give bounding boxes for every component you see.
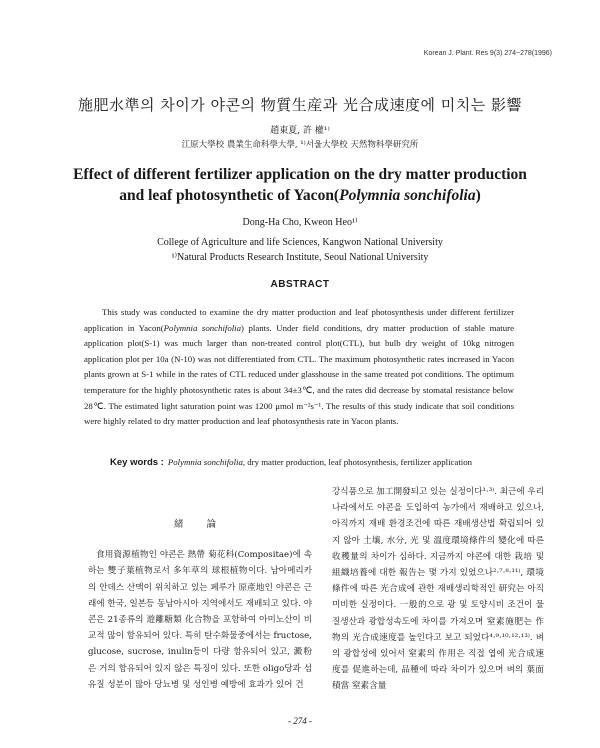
journal-reference: Korean J. Plant. Res 9(3) 274~278(1996) <box>423 50 552 57</box>
abstract-body <box>84 305 514 430</box>
english-title-line2-prefix: and leaf photosynthetic of Yacon( <box>119 187 340 204</box>
english-title <box>40 164 560 206</box>
abstract-part2: ) plants. Under field conditions, dry matter production of stable mature application plot(S-1) was much larger than non-treated control plot(CTL), but bulb dry weight of 10kg nitrogen application plot per 10a (N-10) was not differentiated from CTL. The maximum photosynthetic rates increased in Yacon plants grown at S-1 while in the rates of CTL reduced under glasshouse in the same treated pot conditions. The optimum temperature for the highly photosynthetic rates is about 34±3℃, and the rates did decrease by stomatal resistance below 28℃. The estimated light saturation point was 1200 μmol m⁻²s⁻¹. The results of this study indicate that soil conditions were highly related to dry matter production and leaf photosynthesis rate in Yacon plants. <box>84 322 514 427</box>
right-column <box>332 484 544 695</box>
keywords-rest: , dry matter production, leaf photosynthesis, fertilizer application <box>242 457 473 467</box>
english-title-line1: Effect of different fertilizer application on the dry matter production <box>73 166 527 183</box>
introduction-heading: 緒 論 <box>173 519 227 530</box>
page-number: - 274 - <box>288 716 312 726</box>
english-authors: Dong-Ha Cho, Kweon Heo¹⁾ <box>242 217 358 228</box>
keywords-label: Key words : <box>110 457 164 468</box>
english-title-line2-suffix: ) <box>475 187 481 204</box>
keywords-line <box>110 457 560 468</box>
abstract-heading: ABSTRACT <box>270 279 330 290</box>
keywords-species: Polymnia sonchifolia <box>167 457 243 467</box>
left-column <box>88 500 312 693</box>
abstract-part1: This study was conducted to examine the dry matter production and leaf photosynthesis under different fertilizer application in Yacon( <box>84 307 514 333</box>
introduction-left-text: 食用資源植物인 야콘은 熱帶 菊花科(Compositae)에 속하는 雙子葉植物로서 多年草의 球根植物이다. 남아메리카의 안데스 산맥이 위치하고 있는 페루가 原產地인 야콘은 근래에 한국, 일본등 동남아시아 지역에서도 재배되고 있다. 야콘은 21종류의 遊離糖類 化合物을 포함하여 아미노산이 비교적 많이 함유되어 있다. 특히 탄수화물중에서는 fructose, glucose, sucrose, inulin등이 다량 함유되어 있고, 澱粉은 거의 함유되어 있지 않은 특징이 있다. 또한 oligo당과 섬유질 성분이 많아 당뇨병 및 성인병 예방에 효과가 있어 건 <box>88 550 312 690</box>
affiliation-kangwon: College of Agriculture and life Sciences, Kangwon National University <box>157 237 443 248</box>
abstract-species: Polymnia sonchifolia <box>163 322 242 333</box>
korean-title: 施肥水準의 차이가 야콘의 物質生産과 光合成速度에 미치는 影響 <box>78 96 522 114</box>
english-title-species: Polymnia sonchifolia <box>339 187 476 204</box>
korean-authors: 趙東夏, 許 權¹⁾ <box>270 126 330 136</box>
korean-affiliation: 江原大學校 農業生命科學大學, ¹⁾서울大學校 天然物科學研究所 <box>181 140 419 150</box>
english-affiliations <box>0 235 600 265</box>
affiliation-snu: ¹⁾Natural Products Research Institute, Seoul National University <box>171 252 429 263</box>
introduction-right-text: 강식품으로 加工開發되고 있는 실정이다¹·³⁾. 최근에 우리나라에서도 야콘을 도입하여 농가에서 재배하고 있으나, 아직까지 재배 환경조건에 따른 재배생산법 확립되어 있지 않아 土壤, 水分, 光 및 溫度環境條件의 變化에 따른 收穫量의 차이가 심하다. 지금까지 야콘에 대한 栽培 및 組織培養에 대한 報告는 몇 가지 있었으나²·⁷·⁸·¹¹⁾, 環境條件에 따른 光合成에 관한 재배생리학적인 研究는 아직 미비한 실정이다. 一般的으로 광 및 토양시비 조건이 물질생산과 광합성속도에 차이를 가져오며 窒素施肥는 作物의 光合成速度를 높인다고 보고 되었다⁴·⁹·¹⁰·¹²·¹³⁾. 벼의 광합성에 있어서 窒素의 作用은 직접 엽에 光合成速度를 促進하는데, 品種에 따라 차이가 있으며 벼의 葉面積當 窒素含量 <box>332 487 544 692</box>
